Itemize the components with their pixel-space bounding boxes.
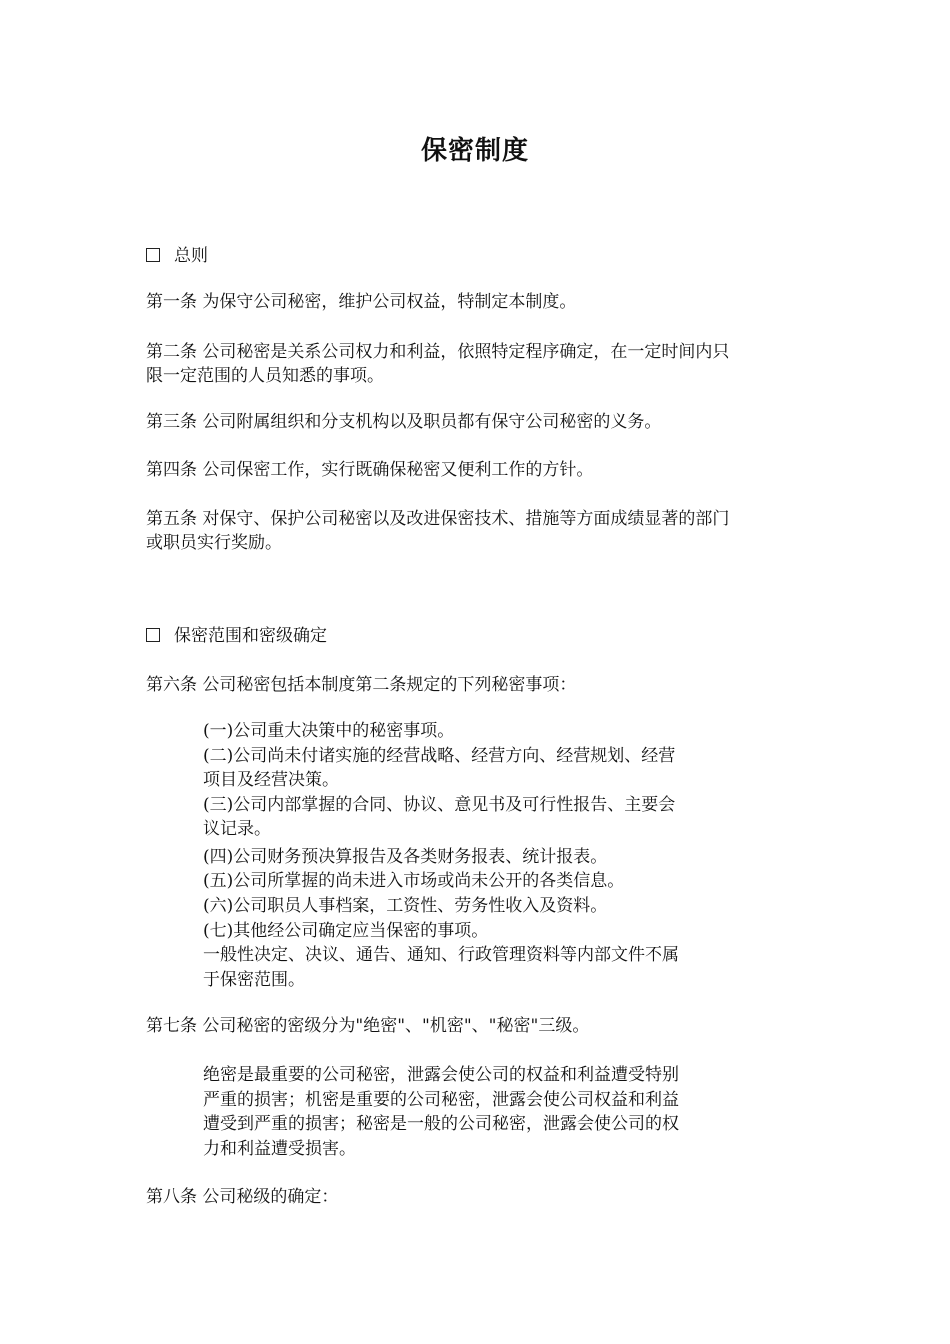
article-7-description: 严重的损害；机密是重要的公司秘密，泄露会使公司权益和利益 <box>203 1090 679 1110</box>
page-title: 保密制度 <box>420 136 529 166</box>
list-item: (六)公司职员人事档案，工资性、劳务性收入及资料。 <box>203 896 608 916</box>
list-item: (七)其他经公司确定应当保密的事项。 <box>203 921 489 941</box>
article-4: 第四条 公司保密工作，实行既确保秘密又便利工作的方针。 <box>146 460 594 480</box>
list-item: (五)公司所掌握的尚未进入市场或尚未公开的各类信息。 <box>203 871 625 891</box>
article-7: 第七条 公司秘密的密级分为"绝密"、"机密"、"秘密"三级。 <box>146 1016 590 1036</box>
article-7-description: 遭受到严重的损害；秘密是一般的公司秘密，泄露会使公司的权 <box>203 1114 679 1134</box>
article-7-description: 绝密是最重要的公司秘密，泄露会使公司的权益和利益遭受特别 <box>203 1065 679 1085</box>
article-2-line-2: 限一定范围的人员知悉的事项。 <box>146 366 384 386</box>
list-item: 一般性决定、决议、通告、通知、行政管理资料等内部文件不属 <box>203 945 679 965</box>
section-heading-label: 总则 <box>174 246 208 266</box>
list-item: (一)公司重大决策中的秘密事项。 <box>203 721 455 741</box>
article-6: 第六条 公司秘密包括本制度第二条规定的下列秘密事项： <box>146 675 577 695</box>
article-5-line-1: 第五条 对保守、保护公司秘密以及改进保密技术、措施等方面成绩显著的部门 <box>146 509 730 529</box>
list-item: 议记录。 <box>203 819 271 839</box>
article-1: 第一条 为保守公司秘密，维护公司权益，特制定本制度。 <box>146 292 577 312</box>
section-heading-label: 保密范围和密级确定 <box>174 626 327 646</box>
article-2-line-1: 第二条 公司秘密是关系公司权力和利益，依照特定程序确定，在一定时间内只 <box>146 342 730 362</box>
checkbox-square-icon <box>146 628 160 642</box>
list-item: (二)公司尚未付诸实施的经营战略、经营方向、经营规划、经营 <box>203 746 676 766</box>
list-item: 项目及经营决策。 <box>203 770 339 790</box>
section-heading-scope <box>146 624 327 648</box>
article-3: 第三条 公司附属组织和分支机构以及职员都有保守公司秘密的义务。 <box>146 412 662 432</box>
checkbox-square-icon <box>146 248 160 262</box>
article-7-description: 力和利益遭受损害。 <box>203 1139 356 1159</box>
section-heading-general <box>146 244 208 268</box>
article-8: 第八条 公司秘级的确定： <box>146 1187 339 1207</box>
article-5-line-2: 或职员实行奖励。 <box>146 533 282 553</box>
list-item: 于保密范围。 <box>203 970 305 990</box>
list-item: (四)公司财务预决算报告及各类财务报表、统计报表。 <box>203 847 608 867</box>
list-item: (三)公司内部掌握的合同、协议、意见书及可行性报告、主要会 <box>203 795 676 815</box>
